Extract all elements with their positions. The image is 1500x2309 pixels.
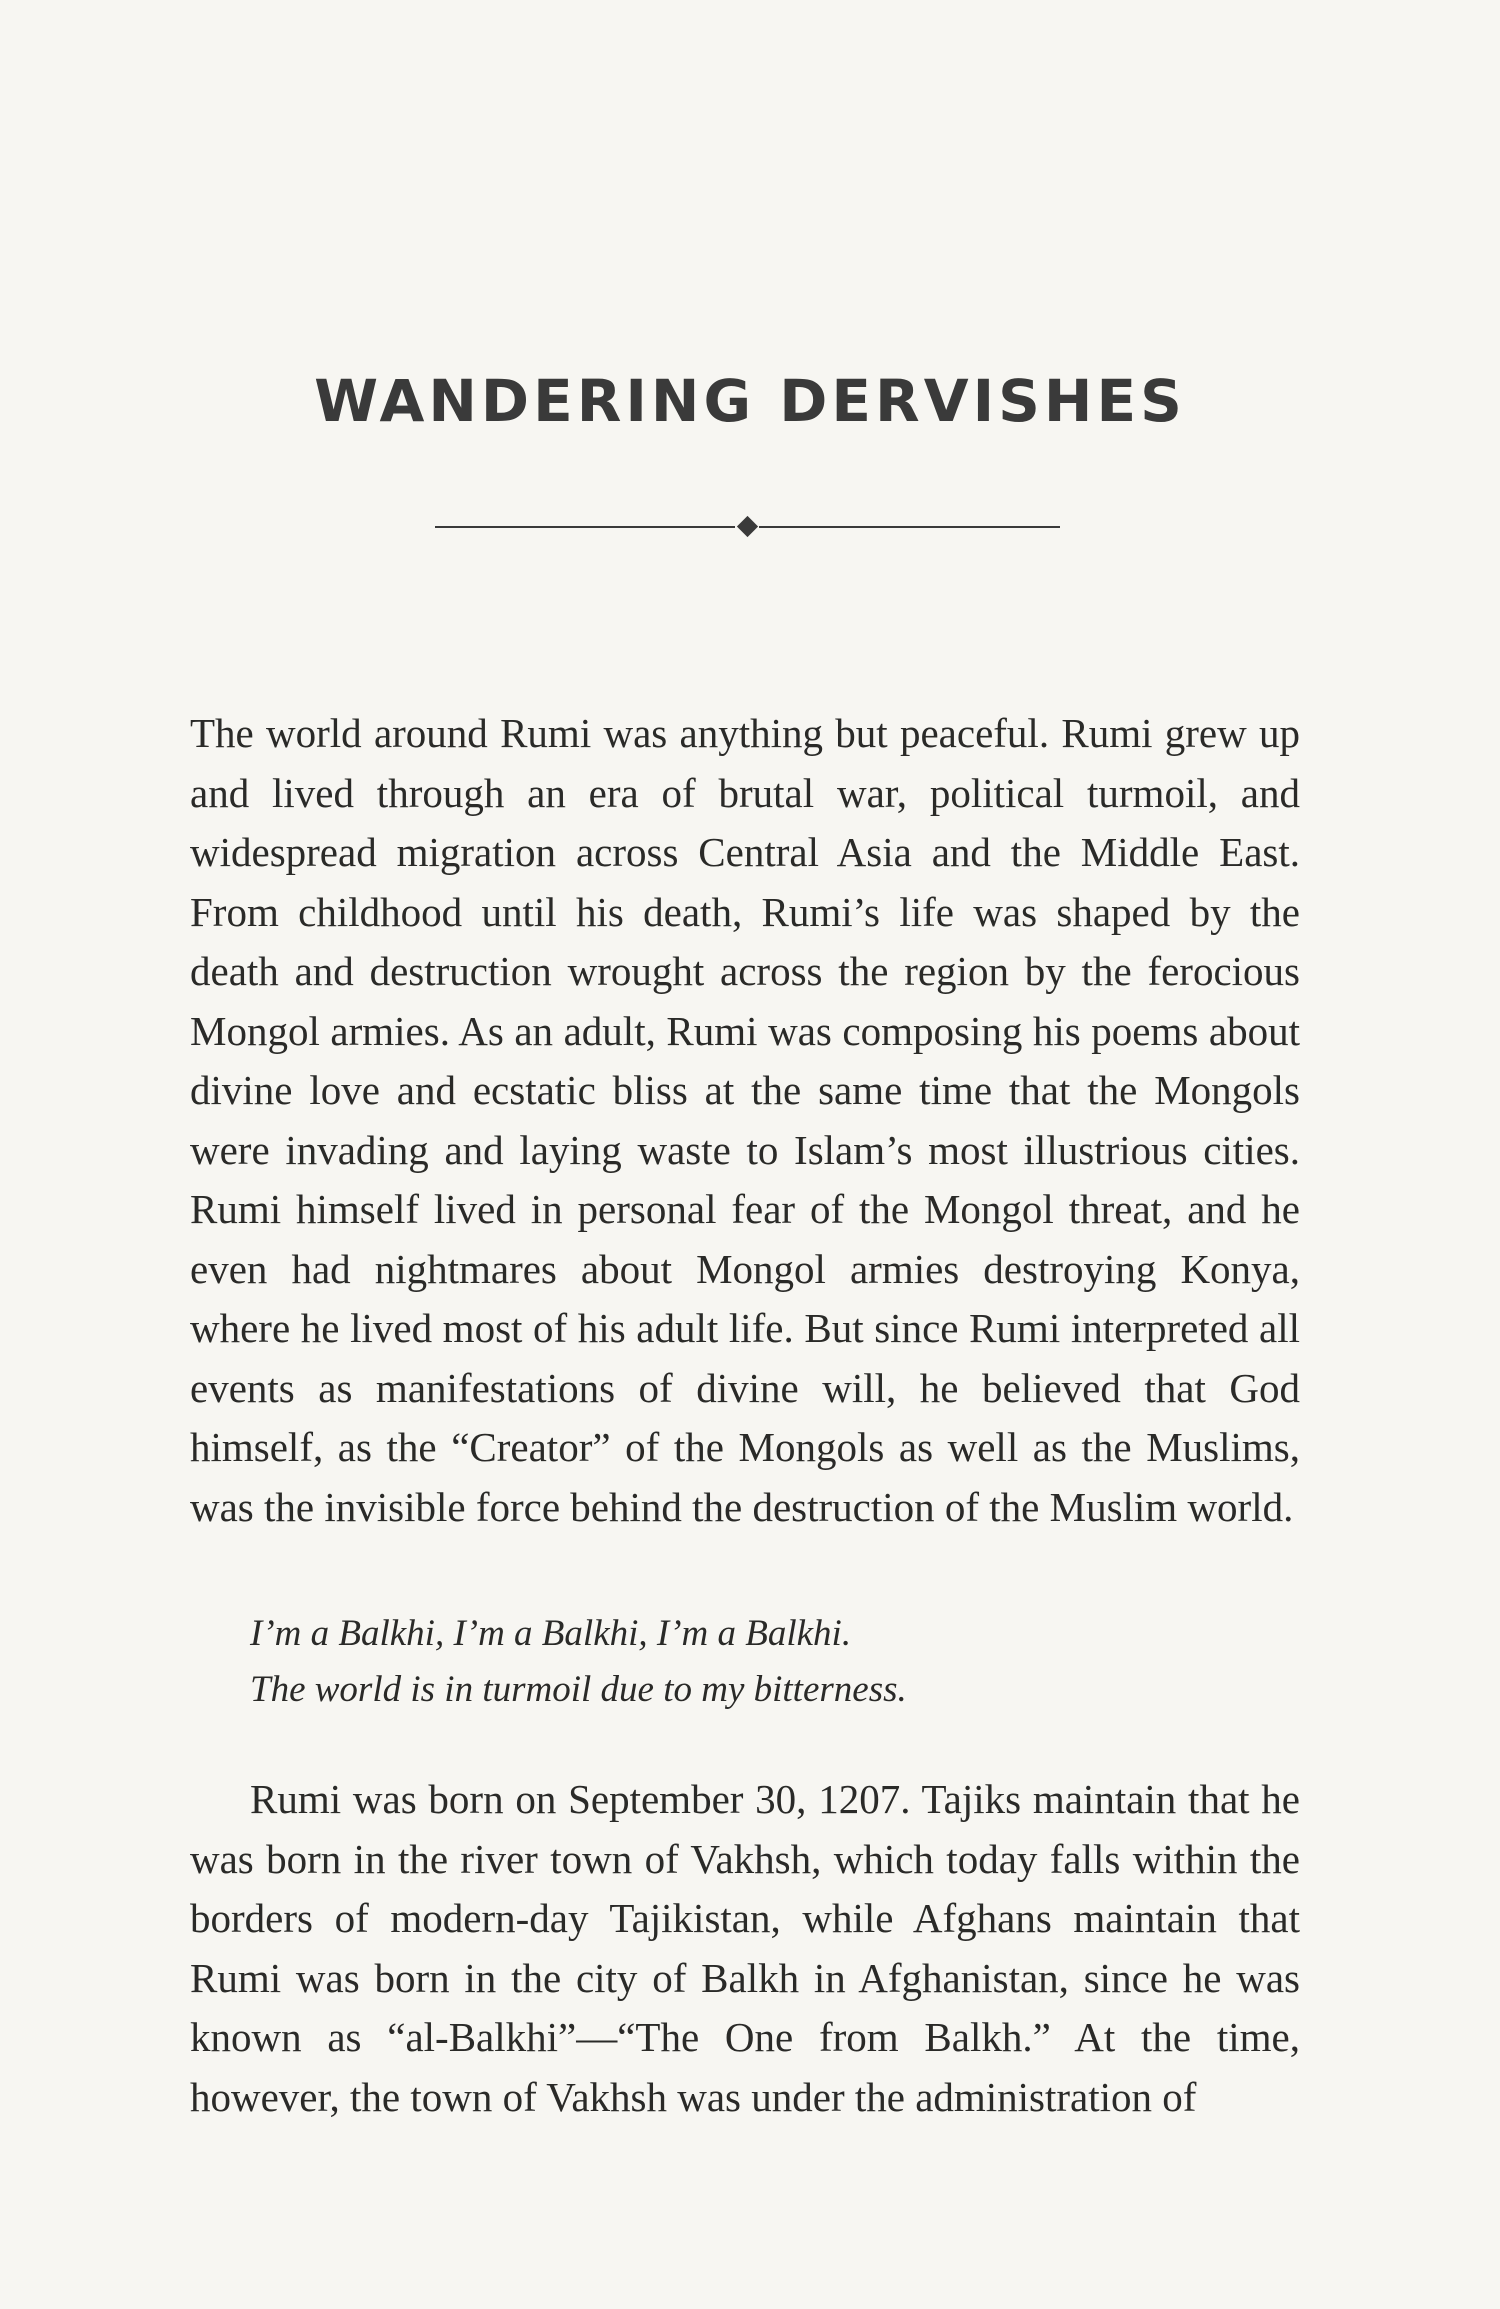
verse-line-2: The world is in turmoil due to my bitterness. <box>250 1669 907 1710</box>
verse-quote <box>250 1606 1250 1718</box>
ornament-rule-left <box>435 526 735 528</box>
body-paragraph-1: The world around Rumi was anything but peaceful. Rumi grew up and lived through an era of brutal war, political turmoil, and widespread migration across Central Asia and the Middle East. From childhood until his death, Rumi’s life was shaped by the death and destruction wrought across the region by the ferocious Mongol armies. As an adult, Rumi was composing his poems about divine love and ecstatic bliss at the same time that the Mongols were invading and laying waste to Islam’s most illustrious cities. Rumi himself lived in personal fear of the Mongol threat, and he even had nightmares about Mongol armies destroying Konya, where he lived most of his adult life. But since Rumi interpreted all events as manifestations of divine will, he believed that God himself, as the “Creator” of the Mongols as well as the Muslims, was the invisible force behind the destruction of the Muslim world. <box>190 710 1300 1530</box>
verse-line-1: I’m a Balkhi, I’m a Balkhi, I’m a Balkhi. <box>250 1613 852 1654</box>
diamond-ornament-icon <box>737 516 758 537</box>
chapter-title: WANDERING DERVISHES <box>314 367 1186 435</box>
title-ornament <box>435 515 1060 539</box>
body-paragraph-2: Rumi was born on September 30, 1207. Tajiks maintain that he was born in the river town of Vakhsh, which today falls within the borders of modern-day Tajikistan, while Afghans maintain that Rumi was born in the city of Balkh in Afghanistan, since he was known as “al-Balkhi”—“The One from Balkh.” At the time, however, the town of Vakhsh was under the administration of <box>190 1776 1300 2120</box>
ornament-rule-right <box>759 526 1060 528</box>
